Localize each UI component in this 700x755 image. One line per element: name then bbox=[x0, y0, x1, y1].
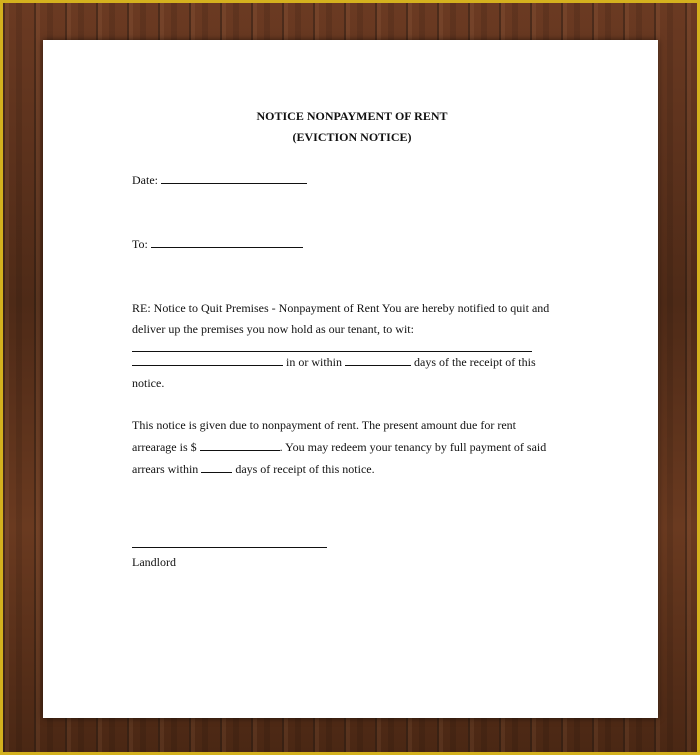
notice-body bbox=[132, 106, 572, 573]
within-text: in or within bbox=[283, 355, 345, 369]
notice-line-1: This notice is given due to nonpayment of rent. The present amount due for rent bbox=[132, 418, 517, 432]
document-title: NOTICE NONPAYMENT OF RENT bbox=[256, 109, 448, 123]
signature-label: Landlord bbox=[132, 555, 176, 569]
re-line-5: notice. bbox=[132, 376, 165, 390]
redeem-days-blank[interactable] bbox=[201, 458, 232, 473]
signature-line[interactable] bbox=[132, 547, 327, 548]
date-label: Date: bbox=[132, 173, 158, 187]
notice-line-2 bbox=[132, 436, 572, 458]
receipt-text: days of the receipt of this bbox=[411, 355, 536, 369]
re-line-1: RE: Notice to Quit Premises - Nonpayment of Rent You are hereby notified to quit and bbox=[132, 301, 550, 315]
re-line-4 bbox=[132, 351, 572, 373]
re-paragraph bbox=[132, 298, 572, 394]
date-blank[interactable] bbox=[161, 169, 307, 184]
document-subtitle: (EVICTION NOTICE) bbox=[292, 130, 412, 144]
redeem-text: . You may redeem your tenancy by full payment of said bbox=[279, 440, 547, 454]
days-receipt-text: days of receipt of this notice. bbox=[232, 462, 375, 476]
notice-line-3 bbox=[132, 458, 572, 480]
to-label: To: bbox=[132, 237, 148, 251]
to-blank[interactable] bbox=[151, 233, 303, 248]
date-field bbox=[132, 169, 572, 191]
to-field bbox=[132, 233, 572, 255]
notice-paragraph bbox=[132, 415, 572, 480]
days-blank[interactable] bbox=[345, 351, 411, 366]
premises-blank[interactable] bbox=[132, 351, 283, 366]
arrearage-text: arrearage is $ bbox=[132, 440, 200, 454]
amount-blank[interactable] bbox=[200, 436, 280, 451]
re-line-2: deliver up the premises you now hold as our tenant, to wit: bbox=[132, 322, 414, 336]
document-page bbox=[43, 40, 658, 718]
arrears-text: arrears within bbox=[132, 462, 202, 476]
